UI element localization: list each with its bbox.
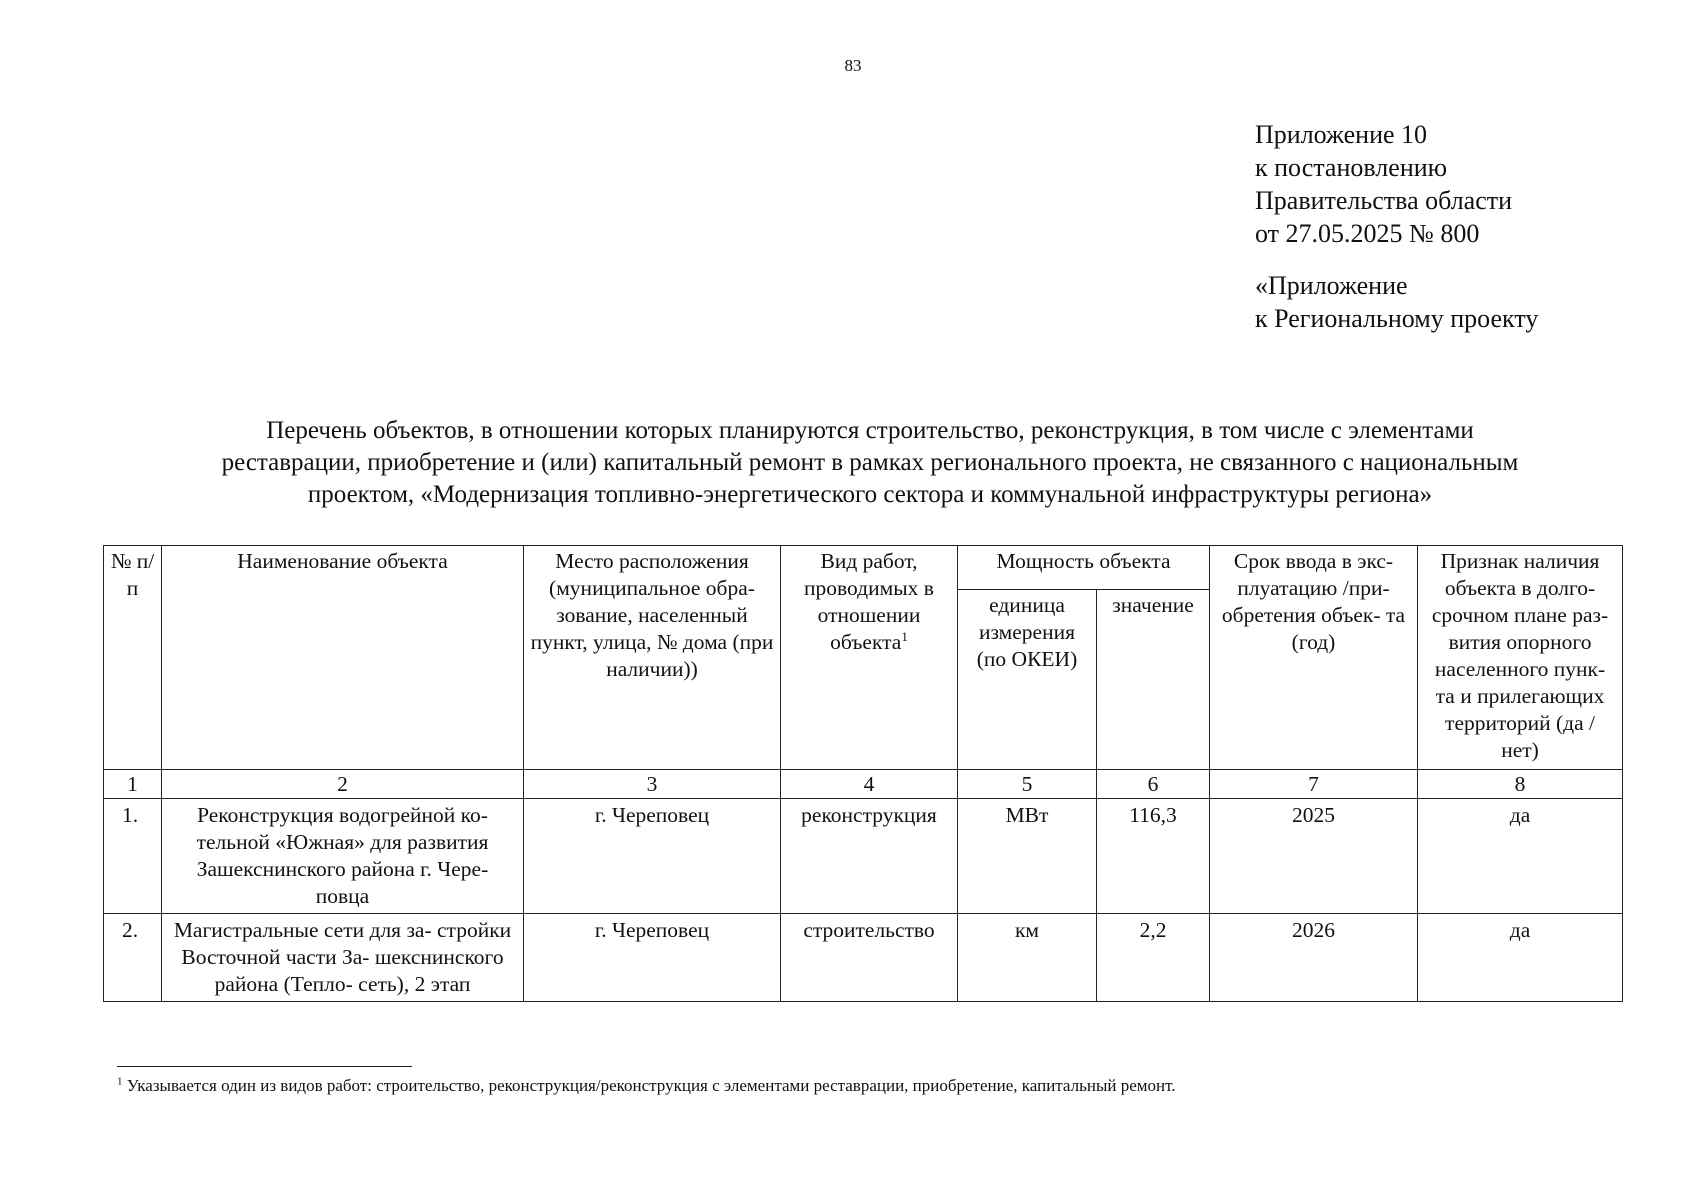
appendix-line: к Региональному проекту (1255, 304, 1539, 333)
column-number: 6 (1097, 770, 1210, 799)
row-year: 2025 (1210, 799, 1418, 914)
header-num: № п/п (104, 546, 162, 770)
table-row (104, 914, 1623, 1002)
footnote-ref: 1 (901, 628, 908, 644)
row-value: 116,3 (1097, 799, 1210, 914)
row-unit: км (958, 914, 1097, 1002)
row-name: Реконструкция водогрейной ко- тельной «Южная» для развития Зашекснинского района г. Чере- повца (162, 799, 524, 914)
page-number: 83 (844, 56, 862, 75)
column-number: 8 (1418, 770, 1623, 799)
header-row (104, 546, 1623, 590)
header-value: значение (1097, 590, 1210, 770)
row-num: 1. (104, 799, 162, 914)
header-sign: Признак наличия объекта в долго- срочном плане раз- вития опорного населенного пунк- та и прилегающих территорий (да / нет) (1418, 546, 1623, 770)
row-value: 2,2 (1097, 914, 1210, 1002)
header-work-type-text: Вид работ, проводимых в отношении объекта (804, 549, 934, 654)
row-location: г. Череповец (524, 914, 781, 1002)
objects-table (103, 545, 1623, 1002)
column-number: 2 (162, 770, 524, 799)
row-name: Магистральные сети для за- стройки Восточной части За- шекснинского района (Тепло- сеть), 2 этап (162, 914, 524, 1002)
title-line: Перечень объектов, в отношении которых планируются строительство, реконструкция, в том числе с элементами (266, 417, 1474, 444)
row-sign: да (1418, 914, 1623, 1002)
header-location: Место расположения (муниципальное обра- зование, населенный пункт, улица, № дома (при наличии)) (524, 546, 781, 770)
row-work-type: реконструкция (781, 799, 958, 914)
appendix-line: Приложение 10 (1255, 120, 1428, 149)
header-name: Наименование объекта (162, 546, 524, 770)
appendix-line: «Приложение (1255, 271, 1408, 300)
appendix-line: от 27.05.2025 № 800 (1255, 219, 1480, 248)
header-unit: единица измерения (по ОКЕИ) (958, 590, 1097, 770)
column-number: 4 (781, 770, 958, 799)
row-num: 2. (104, 914, 162, 1002)
footnote-divider (117, 1066, 412, 1067)
column-number: 5 (958, 770, 1097, 799)
footnote-text: Указывается один из видов работ: строительство, реконструкция/реконструкция с элементами реставрации, приобретение, капитальный ремонт. (122, 1076, 1176, 1095)
column-number: 7 (1210, 770, 1418, 799)
row-year: 2026 (1210, 914, 1418, 1002)
header-capacity: Мощность объекта (958, 546, 1210, 590)
column-number: 3 (524, 770, 781, 799)
appendix-block (1255, 118, 1538, 335)
table-row (104, 799, 1623, 914)
title-line: реставрации, приобретение и (или) капитальный ремонт в рамках регионального проекта, не связанного с национальным (221, 449, 1519, 476)
row-unit: МВт (958, 799, 1097, 914)
row-location: г. Череповец (524, 799, 781, 914)
footnote-marker: 1 (117, 1075, 123, 1088)
row-work-type: строительство (781, 914, 958, 1002)
column-number-row (104, 770, 1623, 799)
footnote (117, 1076, 1176, 1096)
column-number: 1 (104, 770, 162, 799)
title-line: проектом, «Модернизация топливно-энергетического сектора и коммунальной инфраструктуры региона» (307, 481, 1433, 508)
appendix-line: Правительства области (1255, 186, 1513, 215)
header-work-type (781, 546, 958, 770)
appendix-line: к постановлению (1255, 153, 1448, 182)
header-date: Срок ввода в экс- плуатацию /при- обретения объек- та (год) (1210, 546, 1418, 770)
row-sign: да (1418, 799, 1623, 914)
document-title (100, 415, 1640, 511)
